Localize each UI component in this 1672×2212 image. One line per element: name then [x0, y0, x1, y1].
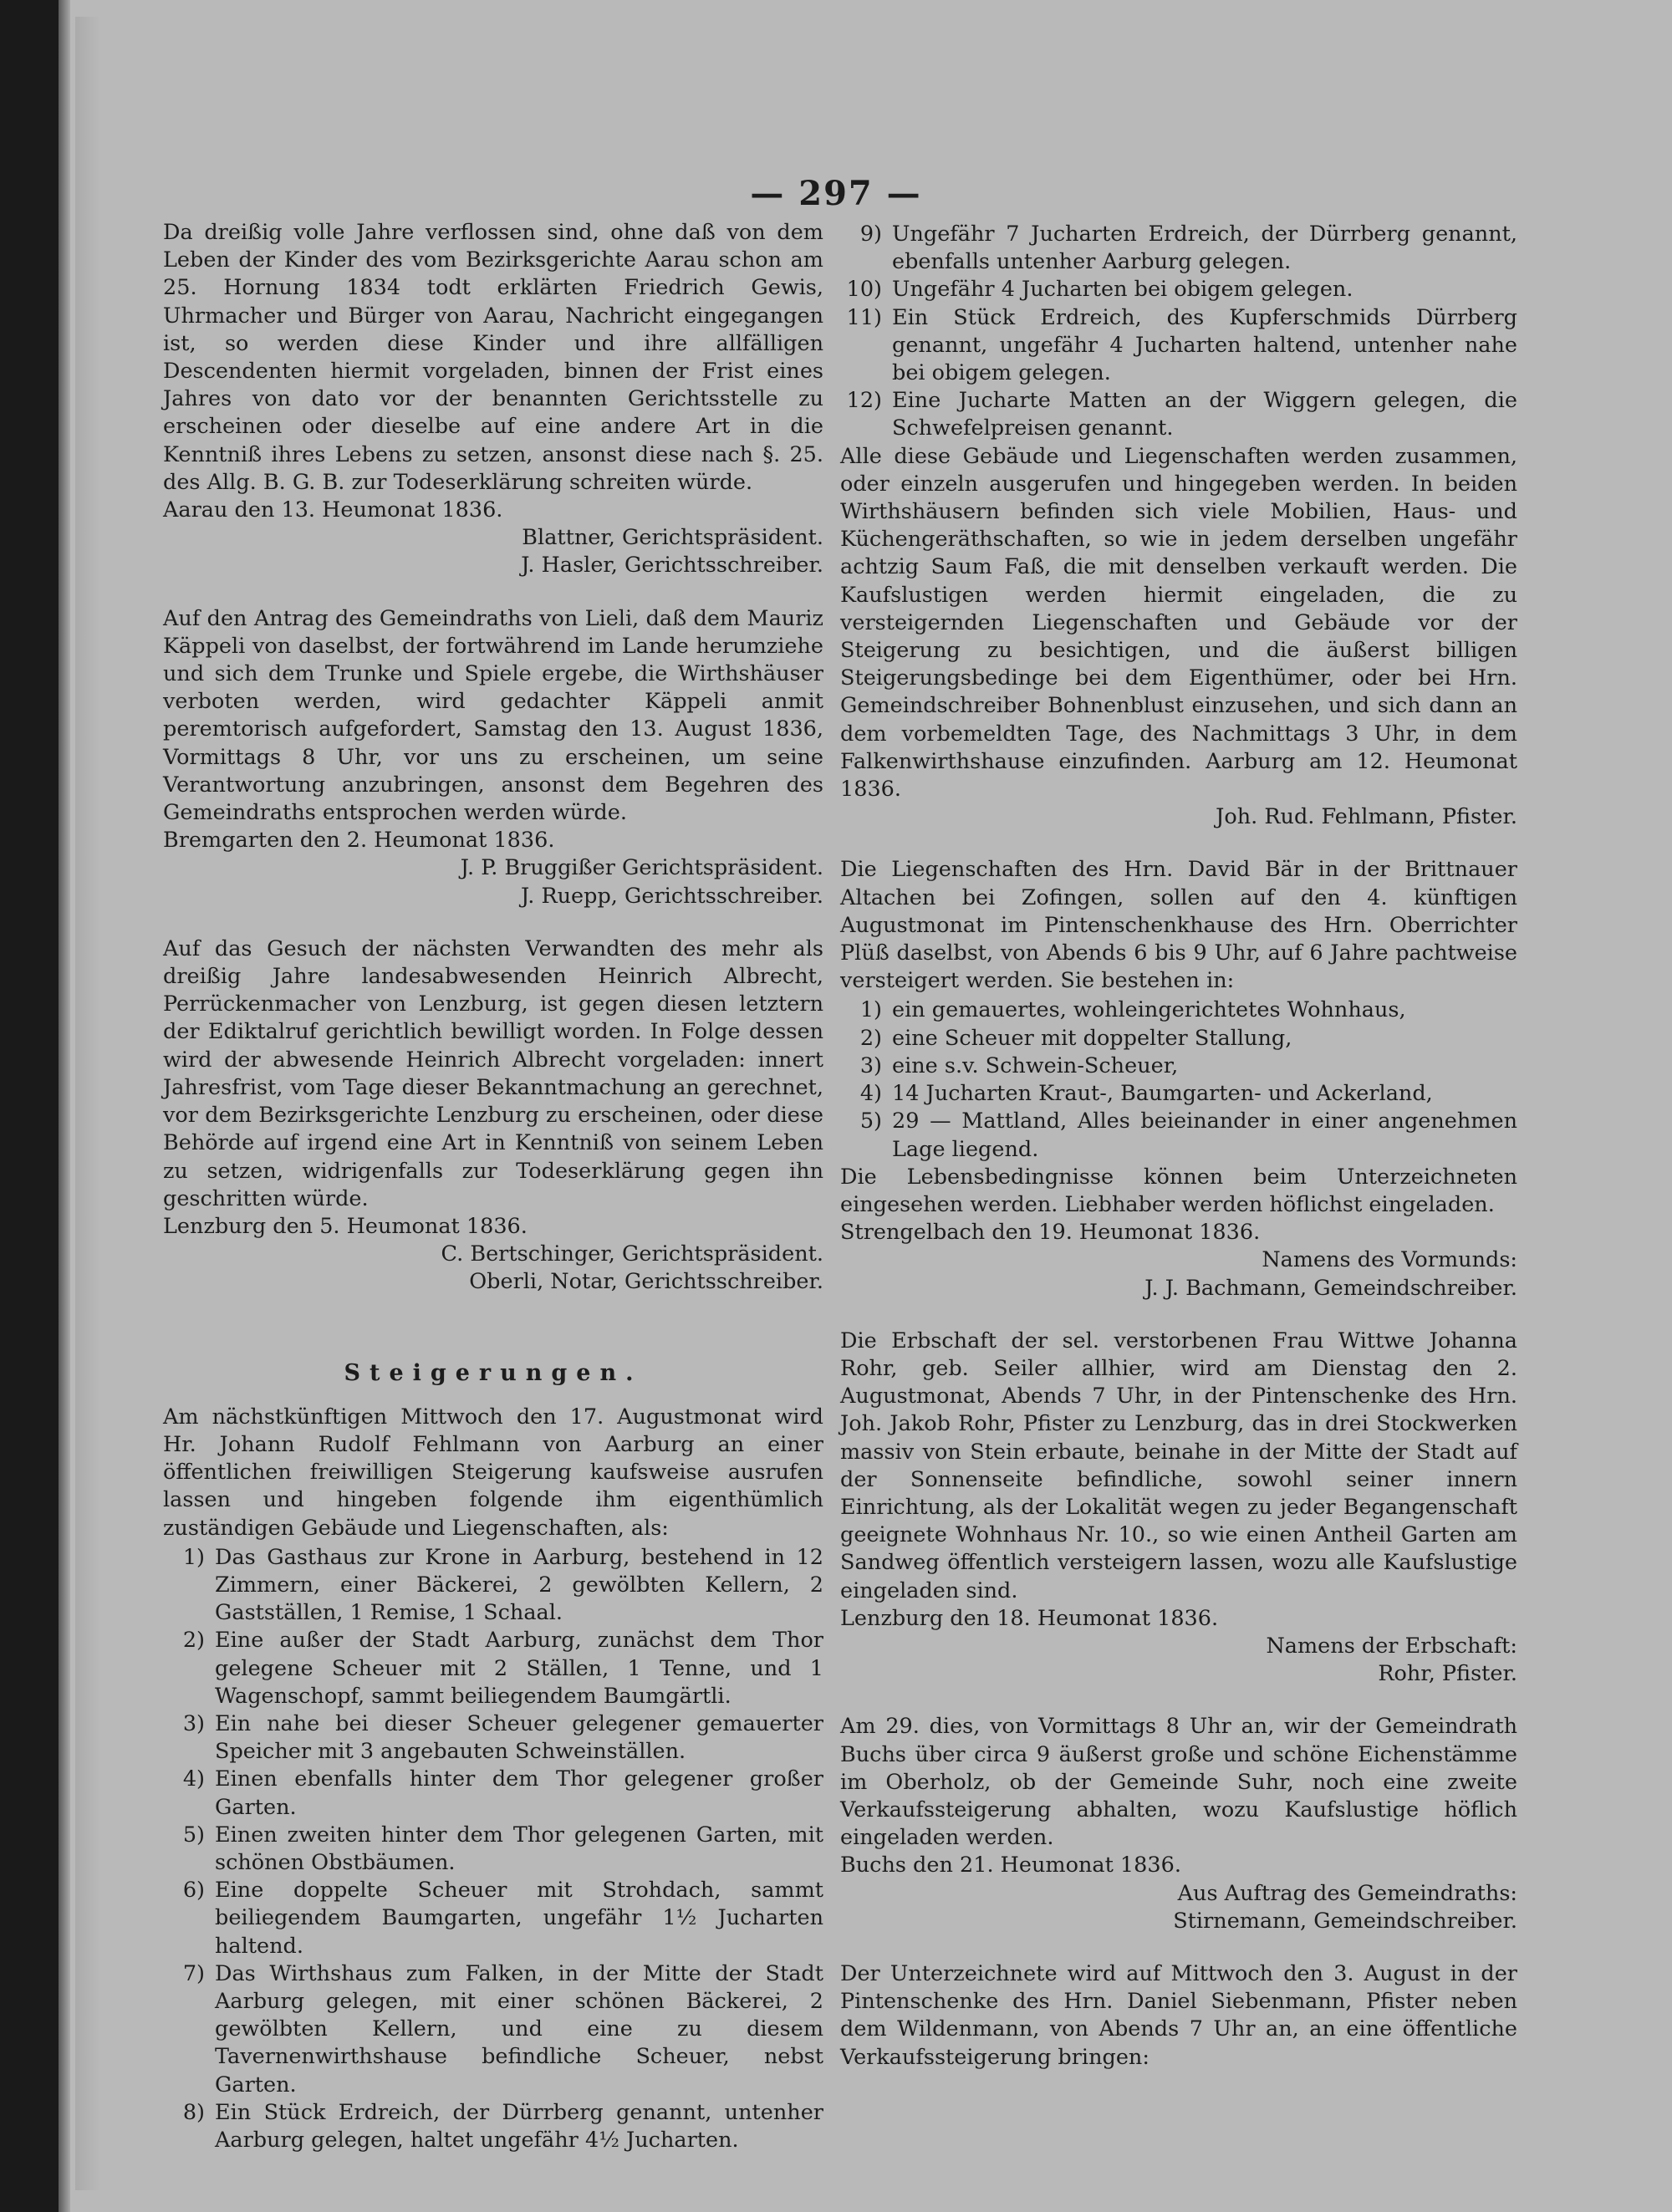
right-column	[840, 219, 1517, 2097]
signature: Aus Auftrag des Gemeindraths:	[1177, 1880, 1517, 1906]
page-number: — 297 —	[750, 174, 922, 213]
auction-baer	[840, 856, 1517, 1302]
notice-body: Am 29. dies, von Vormittags 8 Uhr an, wir der Gemeindrath Buchs über circa 9 äußerst große und schöne Eichenstämme im Oberholz, ob der Gemeinde Suhr, noch eine zweite Verkaufssteigerung abhalten, wozu Kaufslustige höflich eingeladen werden.	[840, 1714, 1517, 1851]
auction-rohr	[840, 1328, 1517, 1689]
auction-siebenmann	[840, 1960, 1517, 2072]
list-item: 6) Eine doppelte Scheuer mit Strohdach, sammt beiliegendem Baumgarten, ungefähr 1½ Jucharten haltend.	[182, 1878, 823, 1959]
page-fold	[59, 0, 70, 2212]
signature: Stirnemann, Gemeindschreiber.	[1173, 1908, 1517, 1934]
list-item: 9) Ungefähr 7 Jucharten Erdreich, der Dürrberg genannt, ebenfalls untenher Aarburg gelegen.	[859, 222, 1517, 275]
notice-body: Die Liegenschaften des Hrn. David Bär in der Brittnauer Altachen bei Zofingen, sollen auf den 4. künftigen Augustmonat im Pintenschenkhause des Hrn. Oberrichter Plüß daselbst, von Abends 6 bis 9 Uhr, auf 6 Jahre pachtweise versteigert werden. Sie bestehen in:	[840, 857, 1517, 994]
place-date: Bremgarten den 2. Heumonat 1836.	[163, 828, 555, 854]
property-list	[163, 1544, 823, 2154]
list-item: 10) Ungefähr 4 Jucharten bei obigem gelegen.	[846, 277, 1353, 303]
notice-albrecht	[163, 935, 823, 1297]
signature: Namens des Vormunds:	[1262, 1247, 1517, 1273]
property-list	[840, 221, 1517, 443]
notice-body: Da dreißig volle Jahre verflossen sind, ohne daß von dem Leben der Kinder des vom Bezirksgerichte Aarau schon am 25. Hornung 1834 todt erklärten Friedrich Gewis, Uhrmacher und Bürger von Aarau, Nachricht eingegangen ist, so werden diese Kinder und ihre allfälligen Descendenten hiermit vorgeladen, binnen der Frist eines Jahres von dato vor der benannten Gerichtsstelle zu erscheinen oder dieselbe auf eine andere Art in die Kenntniß ihres Lebens zu setzen, ansonst diese nach §. 25. des Allg. B. G. B. zur Todeserklärung schreiten würde.	[163, 220, 823, 495]
signature: Joh. Rud. Fehlmann, Pfister.	[1216, 804, 1517, 830]
notice-body: Der Unterzeichnete wird auf Mittwoch den 3. August in der Pintenschenke des Hrn. Daniel Siebenmann, Pfister neben dem Wildenmann, von Abends 7 Uhr an, an eine öffentliche Verkaufssteigerung bringen:	[840, 1960, 1517, 2070]
signature: J. Ruepp, Gerichtsschreiber.	[520, 883, 823, 909]
place-date: Lenzburg den 18. Heumonat 1836.	[840, 1605, 1219, 1631]
notice-summons-gewis	[163, 219, 823, 580]
signature: J. P. Bruggißer Gerichtspräsident.	[460, 855, 823, 881]
section-heading: Steigerungen.	[344, 1359, 643, 1386]
list-item: 2) Eine außer der Stadt Aarburg, zunächst dem Thor gelegene Scheuer mit 2 Ställen, 1 Tenne, und 1 Wagenschopf, sammt beiliegendem Baumgärtli.	[182, 1628, 823, 1709]
auction-buchs	[840, 1713, 1517, 1935]
notice-body: Alle diese Gebäude und Liegenschaften werden zusammen, oder einzeln ausgerufen und hingegeben werden. In beiden Wirthshäusern befinden sich viele Mobilien, Haus- und Küchengeräthschaften, so wie in jedem derselben ungefähr achtzig Saum Faß, die mit denselben verkauft werden. Die Kaufslustigen werden hiermit eingeladen, die zu versteigernden Liegenschaften und Gebäude vor der Steigerung zu besichtigen, und die äußerst billigen Steigerungsbedinge bei dem Eigenthümer, oder bei Hrn. Gemeindschreiber Bohnenblust einzusehen, und sich dann an dem vorbemeldten Tage, des Nachmittags 3 Uhr, in dem Falkenwirthshause einzufinden. Aarburg am 12. Heumonat 1836.	[840, 443, 1517, 803]
notice-body: Auf das Gesuch der nächsten Verwandten des mehr als dreißig Jahre landesabwesenden Heinrich Albrecht, Perrückenmacher von Lenzburg, ist gegen diesen letztern der Ediktalruf gerichtlich bewilligt worden. In Folge dessen wird der abwesende Heinrich Albrecht vorgeladen: innert Jahresfrist, vom Tage dieser Bekanntmachung an gerechnet, vor dem Bezirksgerichte Lenzburg zu erscheinen, oder diese Behörde auf irgend eine Art in Kenntniß von seinem Leben zu setzen, widrigenfalls zur Todeserklärung gegen ihn geschritten würde.	[163, 935, 823, 1211]
notice-body: Auf den Antrag des Gemeindraths von Lieli, daß dem Mauriz Käppeli von daselbst, der fortwährend im Lande herumziehe und sich dem Trunke und Spiele ergebe, die Wirthshäuser verboten werden, wird gedachter Käppeli anmit peremtorisch aufgefordert, Samstag den 13. August 1836, Vormittags 8 Uhr, vor uns zu erscheinen, um seine Verantwortung anzubringen, ansonst dem Begehren des Gemeindraths entsprochen werden würde.	[163, 605, 823, 826]
notice-body: Die Lebensbedingnisse können beim Unterzeichneten eingesehen werden. Liebhaber werden höflichst eingeladen.	[840, 1164, 1517, 1217]
list-item: 4) Einen ebenfalls hinter dem Thor gelegener großer Garten.	[182, 1766, 823, 1820]
place-date: Aarau den 13. Heumonat 1836.	[163, 497, 503, 523]
signature: Rohr, Pfister.	[1378, 1661, 1517, 1687]
page-gutter-shadow	[75, 17, 100, 2190]
place-date: Lenzburg den 5. Heumonat 1836.	[163, 1213, 528, 1239]
list-item: 7) Das Wirthshaus zum Falken, in der Mitte der Stadt Aarburg gelegen, mit einer schönen Bäckerei, 2 gewölbten Kellern, und eine zu diesem Tavernenwirthshause befindliche Scheuer, nebst Garten.	[182, 1960, 823, 2097]
signature: J. Hasler, Gerichtsschreiber.	[521, 553, 823, 578]
auction-fehlmann-continued	[840, 221, 1517, 831]
notice-body: Am nächstkünftigen Mittwoch den 17. Augustmonat wird Hr. Johann Rudolf Fehlmann von Aarburg an einer öffentlichen freiwilligen Steigerung kaufsweise ausrufen lassen und hingeben folgende ihm eigenthümlich zuständigen Gebäude und Liegenschaften, als:	[163, 1404, 823, 1541]
notice-body: Die Erbschaft der sel. verstorbenen Frau Wittwe Johanna Rohr, geb. Seiler allhier, wird am Dienstag den 2. Augustmonat, Abends 7 Uhr, in der Pintenschenke des Hrn. Joh. Jakob Rohr, Pfister zu Lenzburg, das in drei Stockwerken massiv von Stein erbaute, beinahe in der Mitte der Stadt auf der Sonnenseite befindliche, sowohl seiner innern Einrichtung, als der Lokalität wegen zu jeder Begangenschaft geeignete Wohnhaus Nr. 10., so wie einen Antheil Garten am Sandweg öffentlich versteigern lassen, wozu alle Kaufslustige eingeladen sind.	[840, 1328, 1517, 1603]
property-list	[840, 996, 1517, 1163]
notice-kaeppeli	[163, 605, 823, 910]
place-date: Strengelbach den 19. Heumonat 1836.	[840, 1220, 1261, 1246]
signature: Blattner, Gerichtspräsident.	[522, 525, 823, 551]
list-item: 2) eine Scheuer mit doppelter Stallung,	[859, 1025, 1292, 1051]
signature: Namens der Erbschaft:	[1266, 1633, 1517, 1659]
signature: C. Bertschinger, Gerichtspräsident.	[441, 1241, 823, 1267]
list-item: 8) Ein Stück Erdreich, der Dürrberg genannt, untenher Aarburg gelegen, haltet ungefähr 4½ Jucharten.	[182, 2099, 823, 2153]
place-date: Buchs den 21. Heumonat 1836.	[840, 1853, 1181, 1878]
list-item: 5) 29 — Mattland, Alles beieinander in einer angenehmen Lage liegend.	[859, 1109, 1517, 1162]
list-item: 11) Ein Stück Erdreich, des Kupferschmids Dürrberg genannt, ungefähr 4 Jucharten haltend, untenher nahe bei obigem gelegen.	[846, 304, 1517, 386]
list-item: 5) Einen zweiten hinter dem Thor gelegenen Garten, mit schönen Obstbäumen.	[182, 1822, 823, 1875]
list-item: 1) ein gemauertes, wohleingerichtetes Wohnhaus,	[859, 997, 1406, 1023]
list-item: 1) Das Gasthaus zur Krone in Aarburg, bestehend in 12 Zimmern, einer Bäckerei, 2 gewölbten Kellern, 2 Gastställen, 1 Remise, 1 Schaal.	[182, 1544, 823, 1626]
signature: Oberli, Notar, Gerichtsschreiber.	[469, 1269, 823, 1295]
list-item: 3) Ein nahe bei dieser Scheuer gelegener gemauerter Speicher mit 3 angebauten Schweinställen.	[182, 1710, 823, 1765]
left-column	[163, 219, 823, 2179]
list-item: 12) Eine Jucharte Matten an der Wiggern gelegen, die Schwefelpreisen genannt.	[846, 388, 1517, 441]
auction-fehlmann	[163, 1404, 823, 2154]
list-item: 4) 14 Jucharten Kraut-, Baumgarten- und Ackerland,	[859, 1081, 1433, 1107]
list-item: 3) eine s.v. Schwein-Scheuer,	[859, 1052, 1179, 1078]
signature: J. J. Bachmann, Gemeindschreiber.	[1144, 1275, 1517, 1301]
